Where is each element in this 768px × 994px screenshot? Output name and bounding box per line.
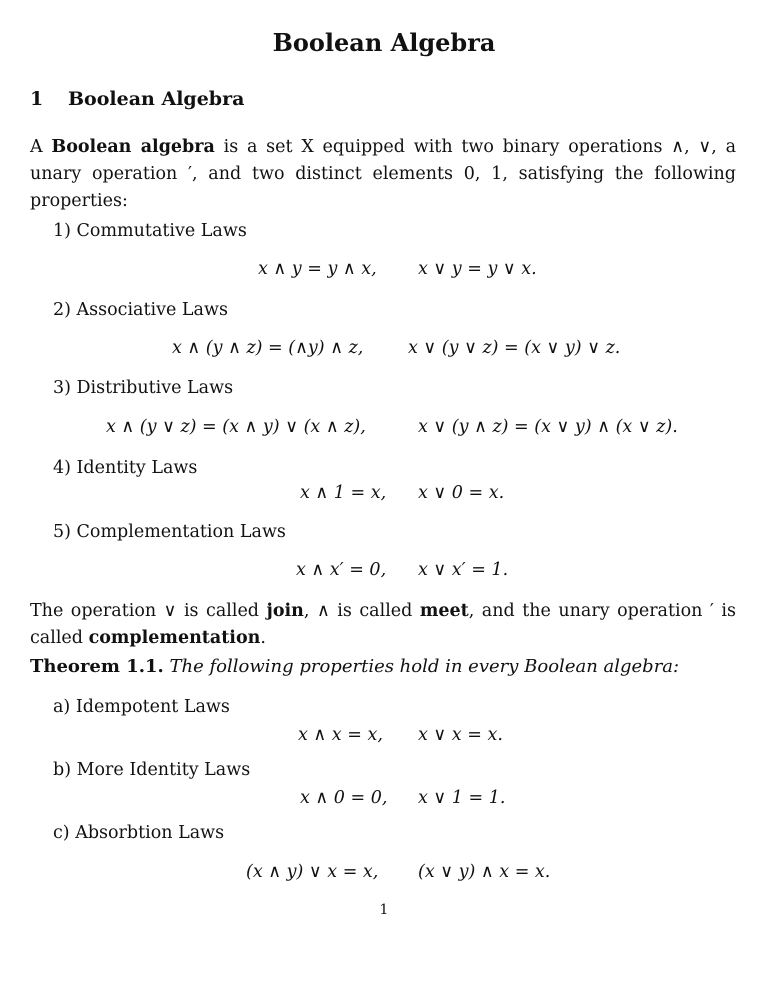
law-equation-left: x ∧ 1 = x, bbox=[300, 483, 387, 503]
theorem-label: Theorem 1.1. bbox=[30, 656, 164, 677]
property-equation-left: x ∧ 0 = 0, bbox=[300, 788, 388, 808]
property-label: c) Absorbtion Laws bbox=[53, 823, 225, 843]
intro-paragraph bbox=[30, 134, 736, 215]
property-equation-left: x ∧ x = x, bbox=[298, 725, 383, 745]
term-meet: meet bbox=[419, 601, 469, 621]
document-title: Boolean Algebra bbox=[272, 28, 496, 57]
property-equation-right: (x ∨ y) ∧ x = x. bbox=[418, 862, 551, 882]
operations-text: , and the unary operation ′ is called bbox=[30, 601, 736, 648]
law-label: 2) Associative Laws bbox=[53, 300, 228, 320]
theorem-statement bbox=[30, 656, 679, 677]
law-equation-right: x ∨ y = y ∨ x. bbox=[418, 259, 537, 279]
operations-text: . bbox=[260, 628, 266, 648]
page-number: 1 bbox=[379, 902, 389, 918]
property-label: b) More Identity Laws bbox=[53, 760, 251, 780]
law-equation-left: x ∧ x′ = 0, bbox=[296, 560, 387, 580]
law-equation-left: x ∧ y = y ∧ x, bbox=[258, 259, 377, 279]
term-join: join bbox=[266, 601, 304, 621]
law-equation-right: x ∨ (y ∧ z) = (x ∨ y) ∧ (x ∨ z). bbox=[418, 417, 678, 437]
property-equation-left: (x ∧ y) ∨ x = x, bbox=[246, 862, 379, 882]
law-label: 1) Commutative Laws bbox=[53, 221, 247, 241]
property-equation-right: x ∨ 1 = 1. bbox=[418, 788, 506, 808]
law-equation-right: x ∨ x′ = 1. bbox=[418, 560, 509, 580]
section-title: Boolean Algebra bbox=[68, 88, 245, 110]
operations-text: The operation ∨ is called bbox=[30, 601, 267, 621]
law-equation-left: x ∧ (y ∨ z) = (x ∧ y) ∨ (x ∧ z), bbox=[106, 417, 366, 437]
property-label: a) Idempotent Laws bbox=[53, 697, 230, 717]
law-label: 3) Distributive Laws bbox=[53, 378, 234, 398]
intro-rest: is a set X equipped with two binary operations ∧, ∨, a unary operation ′, and two distinct elements 0, 1, satisfying the following properties: bbox=[30, 137, 737, 211]
law-label: 4) Identity Laws bbox=[53, 458, 198, 478]
operations-paragraph bbox=[30, 598, 736, 652]
term-complementation: complementation bbox=[88, 628, 261, 648]
law-equation-right: x ∨ 0 = x. bbox=[418, 483, 505, 503]
intro-prefix: A bbox=[30, 137, 52, 157]
section-heading bbox=[30, 88, 244, 110]
operations-text: , ∧ is called bbox=[303, 601, 420, 621]
law-equation-left: x ∧ (y ∧ z) = (∧y) ∧ z, bbox=[172, 338, 364, 358]
section-number: 1 bbox=[30, 88, 44, 110]
law-label: 5) Complementation Laws bbox=[53, 522, 286, 542]
theorem-text: The following properties hold in every Boolean algebra: bbox=[169, 656, 680, 677]
property-equation-right: x ∨ x = x. bbox=[418, 725, 503, 745]
law-equation-right: x ∨ (y ∨ z) = (x ∨ y) ∨ z. bbox=[408, 338, 621, 358]
term-boolean-algebra: Boolean algebra bbox=[51, 137, 215, 157]
